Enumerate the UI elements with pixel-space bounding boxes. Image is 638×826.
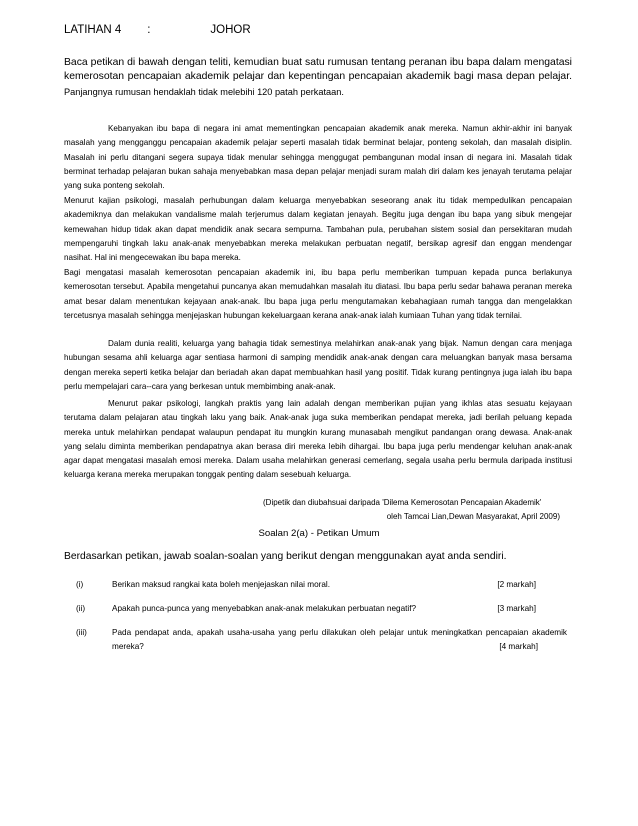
passage-paragraph-2: Menurut kajian psikologi, masalah perhubungan dalam keluarga menyebabkan seseorang anak itu tidak mempedulikan pencapaian akademiknya dan melakukan vandalisme malah terjerumus dalam kegiatan jenayah. Begitu juga dengan ibu bapa yang sibuk mengejar kemewahan hidup tidak akan dapat mendidik anak secara sempurna. Tambahan pula, perubahan sistem sosial dan persekitaran mudah mempengaruhi tingkah laku anak-anak menyebabkan mereka melakukan perbuatan negatif, bersikap agresif dan enggan mendengar nasihat. Hal ini mengecewakan ibu bapa mereka. (64, 196, 572, 263)
question-section-title: Soalan 2(a) - Petikan Umum (258, 528, 380, 539)
question-marks: [2 markah] (497, 580, 536, 589)
question-marks: [3 markah] (497, 604, 536, 613)
state-name: JOHOR (210, 24, 251, 36)
question-text: Pada pendapat anda, apakah usaha-usaha yang perlu dilakukan oleh pelajar untuk meningkatkan pencapaian akademik mereka? (112, 628, 567, 651)
source-line-2: oleh Tamcai Lian,Dewan Masyarakat, April 2009) (386, 512, 560, 521)
intro-word-limit: Panjangnya rumusan hendaklah tidak melebihi 120 patah perkataan. (64, 86, 344, 97)
header (64, 24, 251, 36)
passage-paragraph-1: Kebanyakan ibu bapa di negara ini amat mementingkan pencapaian akademik anak mereka. Namun akhir-akhir ini banyak masalah yang mengganggu pencapaian akademik pelajar seperti masalah tidak berminat belajar, ponteng sekolah, dan masalah disiplin. Masalah ini perlu ditangani segera supaya tidak menular sehingga menggugat pembangunan modal insan di negara ini. Masalah tidak berminat terhadap pelajaran bukan sahaja menyebabkan masa depan pelajar menjadi suram malah diri dalam kes jenayah terutama pelajar yang suka ponteng sekolah. (64, 124, 572, 191)
passage-paragraph-5: Menurut pakar psikologi, langkah praktis yang lain adalah dengan memberikan pujian yang ikhlas atas sesuatu kejayaan terutama dalam pelajaran atau tingkah laku yang baik. Anak-anak juga suka memberikan pendapat mereka, jadi berilah peluang kepada mereka untuk melahirkan pendapat walaupun pendapat itu mungkin kurang munasabah mengikut pandangan orang dewasa. Anak-anak yang selalu diminta memberikan pendapatnya akan berasa diri mereka lebih dihargai. Ibu bapa juga perlu mendengar keluhan anak-anak agar dapat mengatasi masalah emosi mereka. Dalam usaha melahirkan generasi cemerlang, segala usaha perlu bermula daripada institusi keluarga kerana mereka merupakan tonggak penting dalam sesebuah keluarga. (64, 399, 572, 480)
header-colon: : (147, 24, 151, 36)
source-line-1: (Dipetik dan diubahsuai daripada 'Dilema Kemerosotan Pencapaian Akademik' (263, 498, 542, 507)
question-marks: [4 markah] (499, 642, 538, 651)
source-citation (240, 496, 560, 524)
intro-main-text: Baca petikan di bawah dengan teliti, kemudian buat satu rumusan tentang peranan ibu bapa dalam mengatasi kemerosotan pencapaian akademik pelajar dan kepentingan pencapaian akademik bagi masa depan pelajar. (64, 57, 572, 83)
question-text: Berikan maksud rangkai kata boleh menjejaskan nilai moral. (112, 580, 330, 589)
question-text: Apakah punca-punca yang menyebabkan anak-anak melakukan perbuatan negatif? (112, 604, 417, 613)
exercise-title: LATIHAN 4 (64, 24, 122, 36)
passage-paragraph-3: Bagi mengatasi masalah kemerosotan pencapaian akademik ini, ibu bapa perlu memberikan tumpuan kepada punca berlakunya kemerosotan tersebut. Apabila mengetahui puncanya akan memudahkan masalah itu diatasi. Ibu bapa perlu sedar bahawa peranan mereka amat besar dalam menentukan kejayaan anak-anak. Ibu bapa juga perlu mengutamakan kebahagiaan rumah tangga dan mengelakkan tercetusnya masalah sehingga menjejaskan hubungan kekeluargaan kerana anak-anak ialah kumiaan Tuhan yang tidak ternilai. (64, 268, 572, 320)
question-number: (ii) (76, 604, 86, 613)
question-number: (iii) (76, 628, 87, 637)
instruction-intro (64, 56, 572, 100)
passage-paragraph-4: Dalam dunia realiti, keluarga yang bahagia tidak semestinya melahirkan anak-anak yang bijak. Namun dengan cara menjaga hubungan sesama ahli keluarga agar sentiasa harmoni di samping mendidik anak-anak dengan cara meluangkan banyak masa bersama dengan mereka seperti ketika belajar dan beriadah akan dapat membuahkan hasil yang positif. Tidak kurang pentingnya juga ialah ibu bapa perlu mempelajari cara--cara yang berkesan untuk membimbing anak-anak. (64, 339, 572, 391)
question-number: (i) (76, 580, 84, 589)
question-instruction: Berdasarkan petikan, jawab soalan-soalan yang berikut dengan menggunakan ayat anda sendiri. (64, 551, 507, 562)
